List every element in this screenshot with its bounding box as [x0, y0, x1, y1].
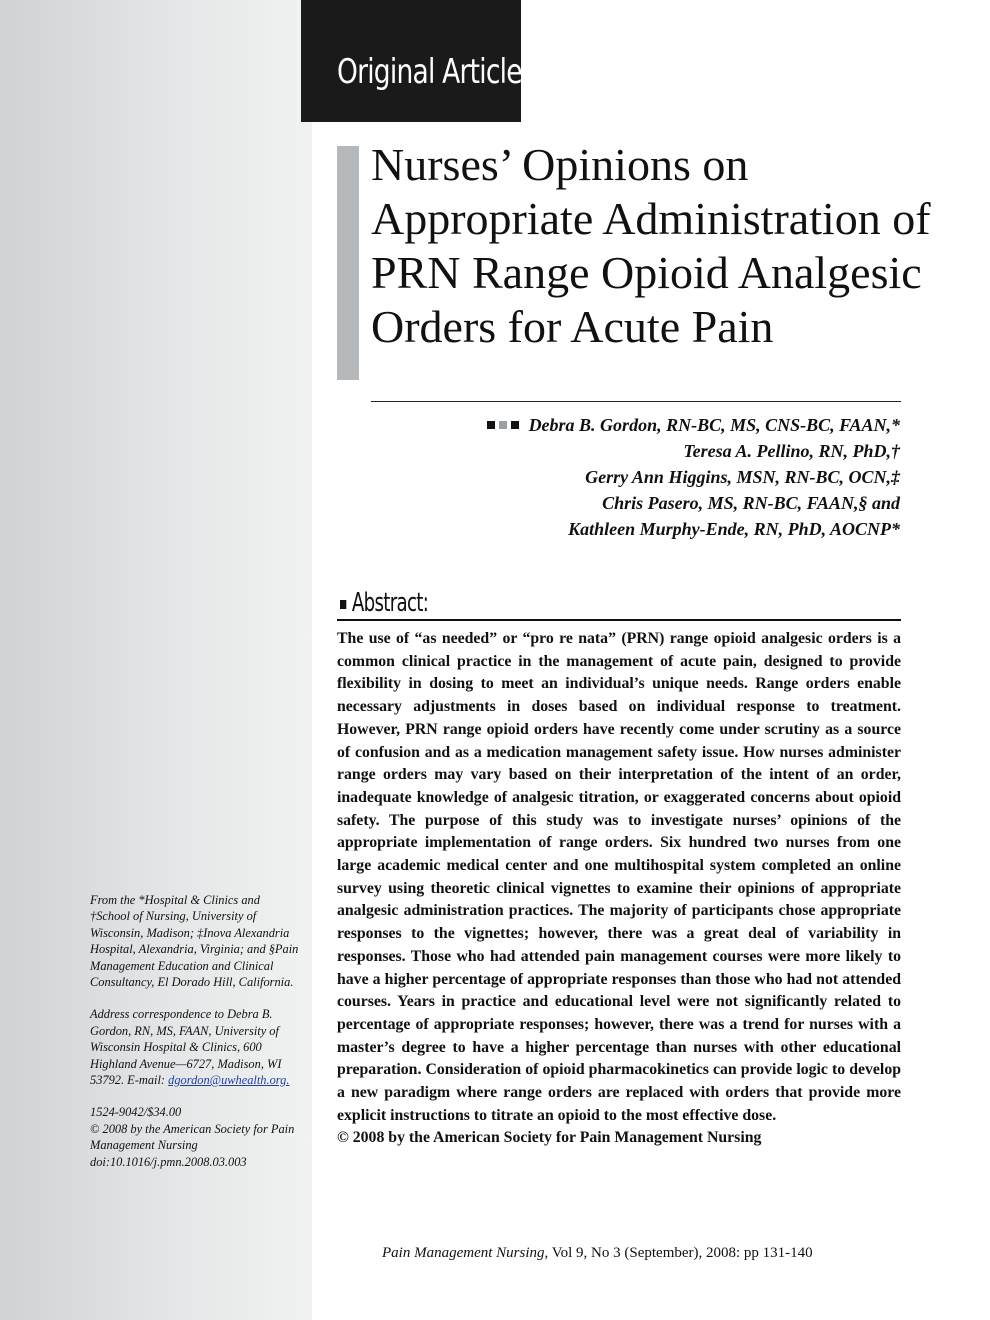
author-line: Debra B. Gordon, RN-BC, MS, CNS-BC, FAAN,* — [340, 412, 900, 438]
doi: doi:10.1016/j.pmn.2008.03.003 — [90, 1154, 247, 1169]
correspondence: Address correspondence to Debra B. Gordon, RN, MS, FAAN, University of Wisconsin Hospital & Clinics, 600 Highland Avenue—6727, Madison, WI 53792. E-mail: dgordon@uwhealth.org. — [90, 1007, 290, 1088]
author-line: Gerry Ann Higgins, MSN, RN-BC, OCN,‡ — [585, 467, 900, 487]
page-footer — [382, 1245, 813, 1262]
square-marker-icon — [487, 421, 495, 429]
info-copyright: © 2008 by the American Society for Pain Management Nursing — [90, 1121, 295, 1153]
author-line: Teresa A. Pellino, RN, PhD,† — [683, 441, 900, 461]
abstract-divider — [337, 619, 901, 621]
abstract-heading: Abstract: — [340, 588, 428, 618]
author-line: Kathleen Murphy-Ende, RN, PhD, AOCNP* — [568, 519, 900, 539]
abstract-text — [337, 628, 901, 1150]
article-side-notes — [90, 892, 302, 1186]
journal-name: Pain Management Nursing — [382, 1245, 545, 1261]
section-label: Original Article — [337, 52, 522, 92]
title-accent-bar — [337, 146, 359, 380]
square-bullet-icon — [340, 600, 346, 609]
affiliations: From the *Hospital & Clinics and †School of Nursing, University of Wisconsin, Madison; ‡Inova Alexandria Hospital, Alexandria, Virginia; and §Pain Management Education and Clinical Consultancy, El Dorado Hill, California. — [90, 893, 299, 990]
article-title: Nurses’ Opinions on Appropriate Administration of PRN Range Opioid Analgesic Orders for Acute Pain — [371, 139, 931, 352]
email-link[interactable]: dgordon@uwhealth.org. — [168, 1073, 290, 1088]
article-info — [90, 1104, 302, 1170]
abstract-body: The use of “as needed” or “pro re nata” (PRN) range opioid analgesic orders is a common clinical practice in the management of acute pain, designed to provide flexibility in dosing to meet an individual’s unique needs. Range orders enable necessary adjustments in doses based on individual response to treatment. However, PRN range opioid orders have recently come under scrutiny as a source of confusion and as a medication management safety issue. How nurses administer range orders may vary based on their interpretation of the intent of an order, inadequate knowledge of analgesic titration, or exaggerated concerns about opioid safety. The purpose of this study was to investigate nurses’ opinions of the appropriate implementation of range orders. Six hundred two nurses from one large academic medical center and one multihospital system completed an online survey using theoretic clinical vignettes to examine their opinions of appropriate analgesic administration practices. The majority of participants chose appropriate responses to the vignettes; however, there was a great deal of variability in responses. Those who had attended pain management courses were more likely to have a higher percentage of appropriate responses than those who had not attended courses. Years in practice and educational level were not significantly related to percentage of appropriate responses; however, there was a trend for nurses with a master’s degree to have a higher percentage than nurses with other educational preparation. Consideration of opioid pharmacokinetics can provide logic to develop a new paradigm where range orders are replaced with orders that provide more explicit instructions to titrate an opioid to the most effective dose. — [337, 630, 901, 1124]
square-marker-icon — [511, 421, 519, 429]
citation: , Vol 9, No 3 (September), 2008: pp 131-140 — [544, 1245, 813, 1261]
title-divider — [371, 401, 901, 402]
issn-price: 1524-9042/$34.00 — [90, 1105, 182, 1120]
author-line: Chris Pasero, MS, RN-BC, FAAN,§ and — [602, 493, 900, 513]
author-list — [340, 412, 900, 542]
square-marker-icon — [499, 421, 507, 429]
section-tab — [301, 0, 521, 122]
abstract-copyright: © 2008 by the American Society for Pain Management Nursing — [337, 1129, 762, 1147]
